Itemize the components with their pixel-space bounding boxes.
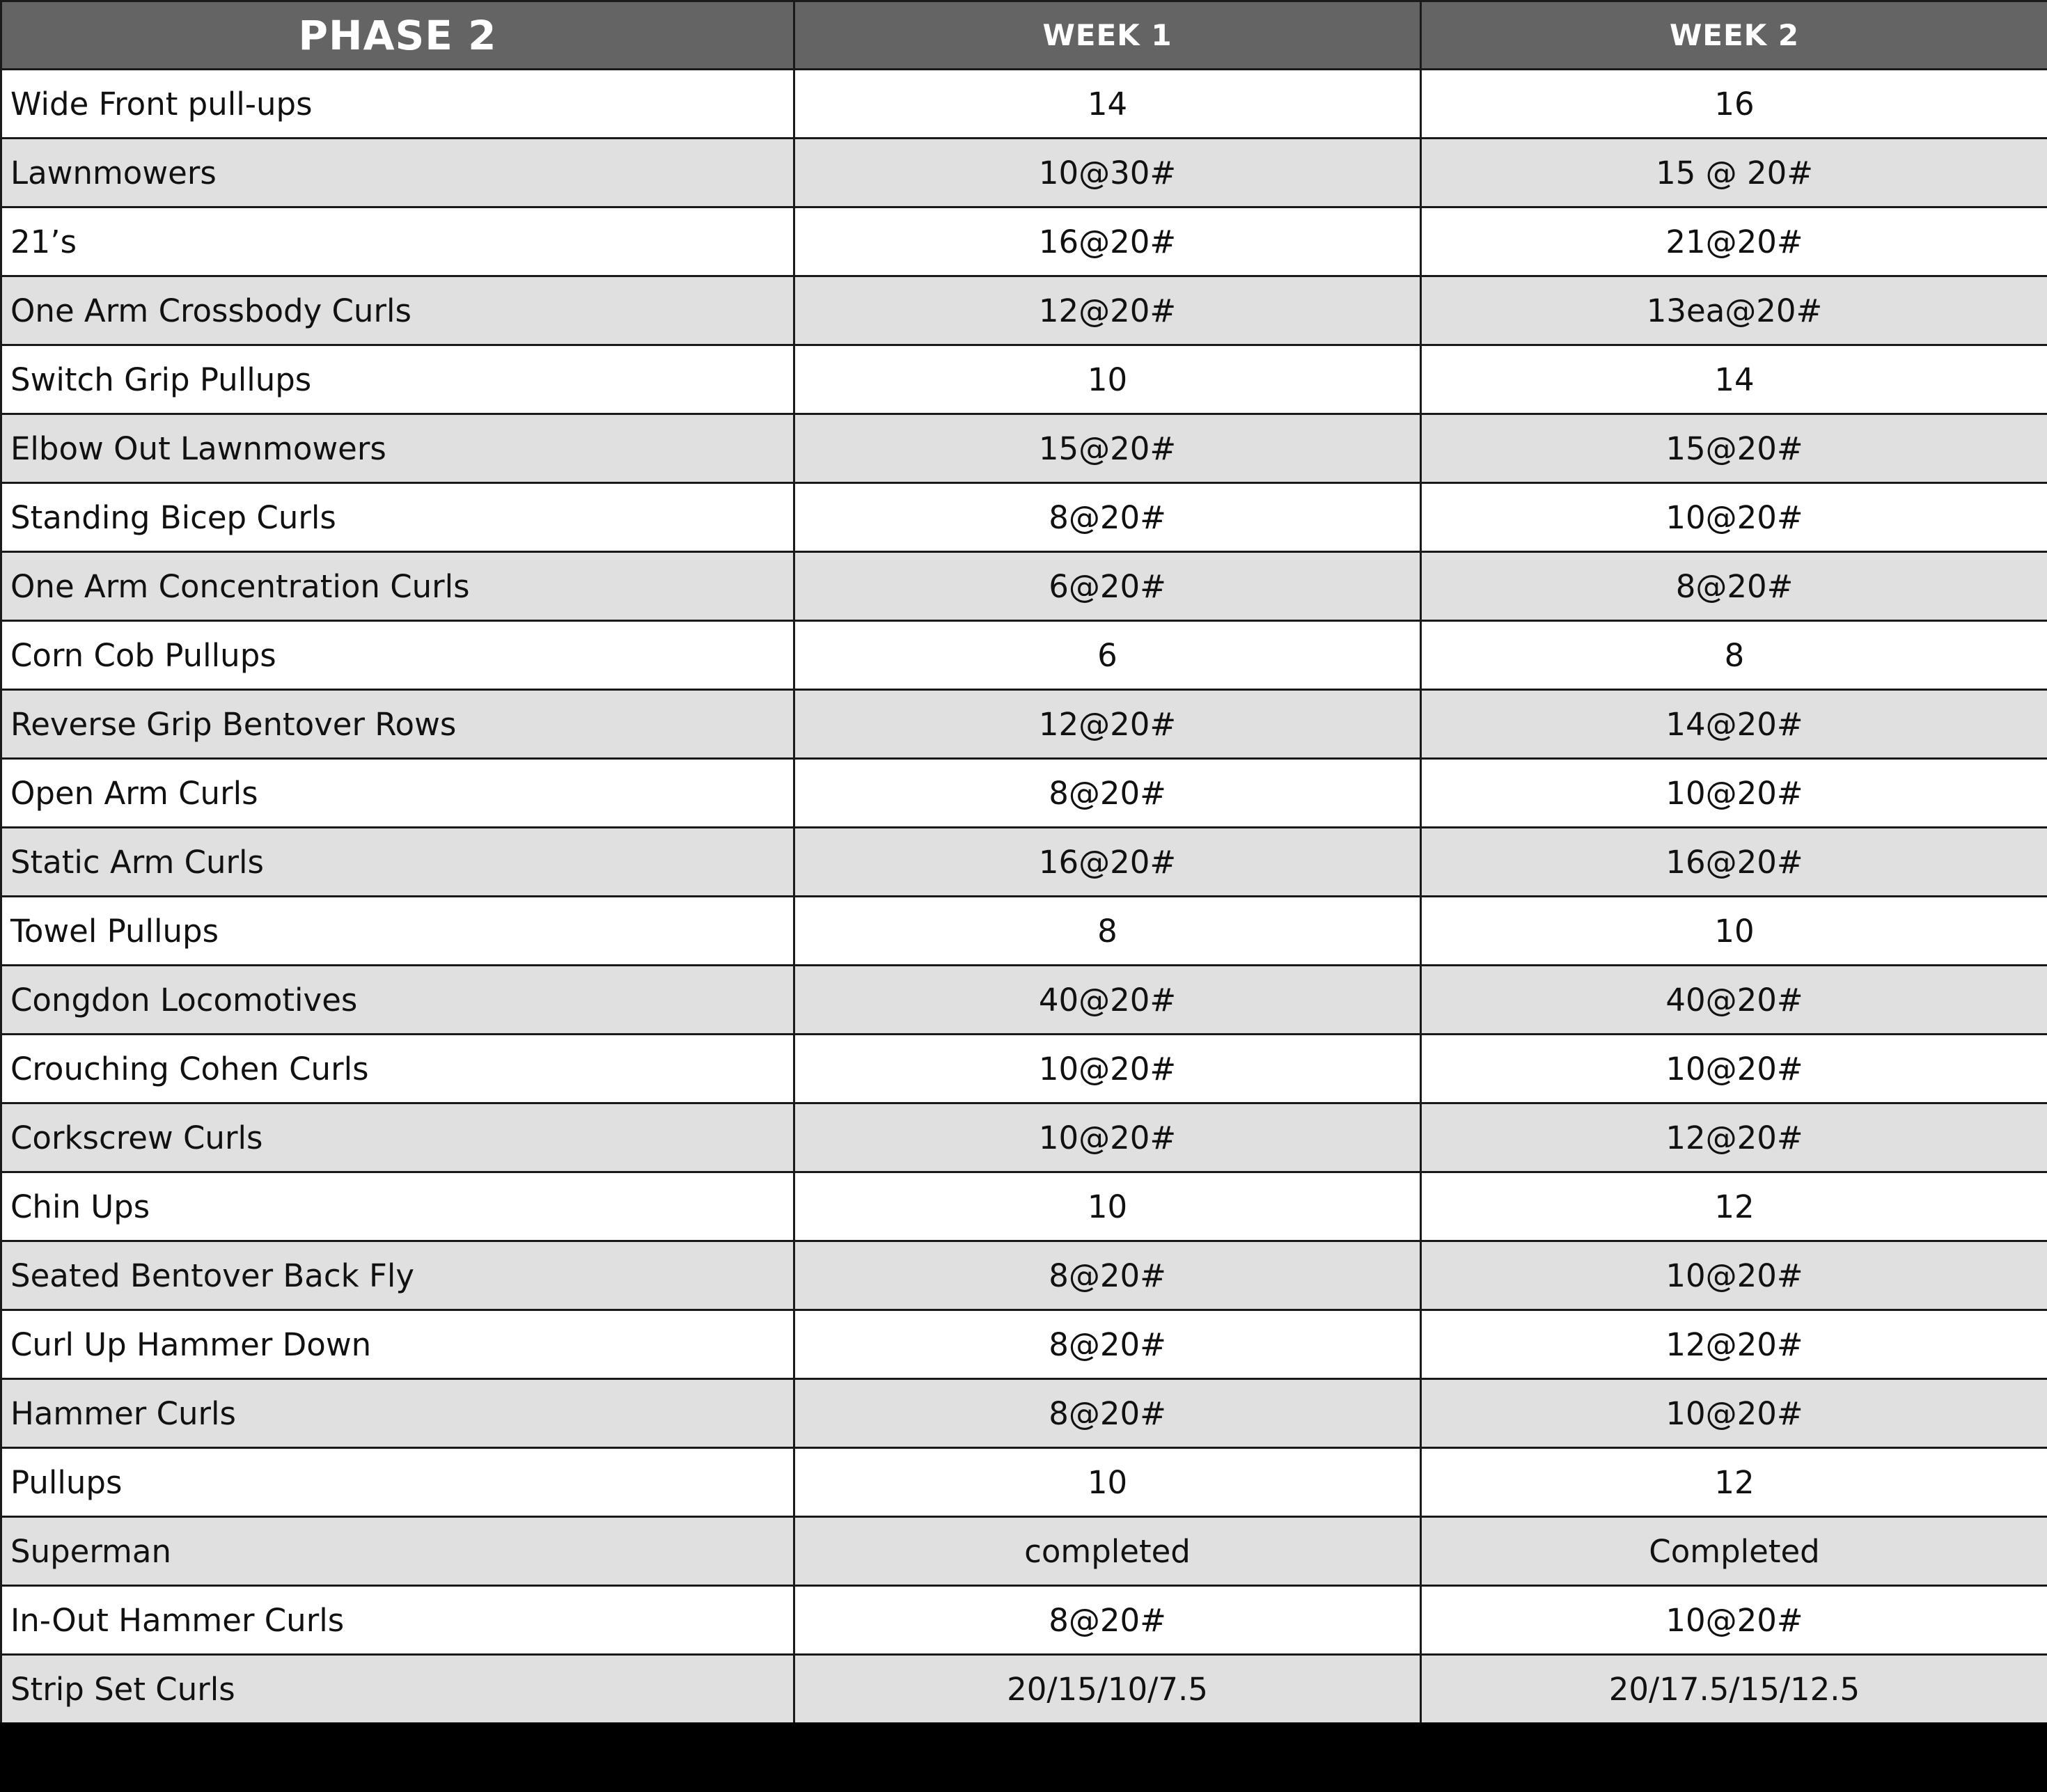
table-row [1, 276, 2047, 345]
week2-cell: Completed [1421, 1517, 2047, 1586]
exercise-cell: Pullups [1, 1448, 794, 1517]
exercise-cell: Hammer Curls [1, 1379, 794, 1448]
table-row [1, 759, 2047, 828]
phase-header: PHASE 2 [1, 1, 794, 70]
week2-cell: 10@20# [1421, 1586, 2047, 1655]
table-row [1, 1586, 2047, 1655]
week1-cell: 10@20# [794, 1035, 1421, 1103]
week1-cell: 20/15/10/7.5 [794, 1655, 1421, 1724]
week1-cell: 16@20# [794, 828, 1421, 897]
week2-cell: 21@20# [1421, 207, 2047, 276]
table-row [1, 1035, 2047, 1103]
table-row [1, 1172, 2047, 1241]
week2-cell: 14 [1421, 345, 2047, 414]
table-row [1, 1241, 2047, 1310]
exercise-cell: Open Arm Curls [1, 759, 794, 828]
week2-cell: 40@20# [1421, 966, 2047, 1035]
table-row [1, 70, 2047, 139]
week2-cell: 10@20# [1421, 1035, 2047, 1103]
week1-cell: 10@20# [794, 1103, 1421, 1172]
week1-header: WEEK 1 [794, 1, 1421, 70]
week2-cell: 10@20# [1421, 1241, 2047, 1310]
exercise-cell: Switch Grip Pullups [1, 345, 794, 414]
week1-cell: 10 [794, 1448, 1421, 1517]
table-row [1, 414, 2047, 483]
exercise-cell: One Arm Crossbody Curls [1, 276, 794, 345]
table-row [1, 621, 2047, 690]
table-row [1, 966, 2047, 1035]
week1-cell: 8@20# [794, 1586, 1421, 1655]
table-row [1, 897, 2047, 966]
week1-cell: 14 [794, 70, 1421, 139]
week1-cell: 8 [794, 897, 1421, 966]
exercise-cell: Standing Bicep Curls [1, 483, 794, 552]
week2-cell: 15@20# [1421, 414, 2047, 483]
table-row [1, 1655, 2047, 1724]
table-row [1, 828, 2047, 897]
exercise-cell: Congdon Locomotives [1, 966, 794, 1035]
exercise-cell: Strip Set Curls [1, 1655, 794, 1724]
week2-cell: 12 [1421, 1172, 2047, 1241]
week1-cell: 10 [794, 1172, 1421, 1241]
exercise-cell: Wide Front pull-ups [1, 70, 794, 139]
exercise-cell: Towel Pullups [1, 897, 794, 966]
week2-cell: 10@20# [1421, 483, 2047, 552]
table-row [1, 690, 2047, 759]
exercise-cell: Elbow Out Lawnmowers [1, 414, 794, 483]
week2-cell: 14@20# [1421, 690, 2047, 759]
week2-cell: 10@20# [1421, 1379, 2047, 1448]
week2-cell: 16 [1421, 70, 2047, 139]
week1-cell: 10 [794, 345, 1421, 414]
exercise-cell: One Arm Concentration Curls [1, 552, 794, 621]
week1-cell: 8@20# [794, 1379, 1421, 1448]
week2-header: WEEK 2 [1421, 1, 2047, 70]
week2-cell: 8 [1421, 621, 2047, 690]
week1-cell: 12@20# [794, 690, 1421, 759]
table-body [1, 70, 2047, 1724]
week2-cell: 20/17.5/15/12.5 [1421, 1655, 2047, 1724]
week1-cell: 15@20# [794, 414, 1421, 483]
exercise-cell: Seated Bentover Back Fly [1, 1241, 794, 1310]
week1-cell: 40@20# [794, 966, 1421, 1035]
week1-cell: 16@20# [794, 207, 1421, 276]
exercise-cell: Reverse Grip Bentover Rows [1, 690, 794, 759]
table-row [1, 1448, 2047, 1517]
week2-cell: 12@20# [1421, 1103, 2047, 1172]
exercise-cell: In-Out Hammer Curls [1, 1586, 794, 1655]
table-row [1, 345, 2047, 414]
week2-cell: 8@20# [1421, 552, 2047, 621]
week1-cell: 6@20# [794, 552, 1421, 621]
week1-cell: 10@30# [794, 139, 1421, 207]
table-row [1, 139, 2047, 207]
exercise-cell: Corn Cob Pullups [1, 621, 794, 690]
exercise-cell: Curl Up Hammer Down [1, 1310, 794, 1379]
week1-cell: 8@20# [794, 1310, 1421, 1379]
table-row [1, 1310, 2047, 1379]
exercise-cell: Static Arm Curls [1, 828, 794, 897]
week1-cell: 8@20# [794, 1241, 1421, 1310]
header-row [1, 1, 2047, 70]
exercise-cell: Chin Ups [1, 1172, 794, 1241]
week2-cell: 10 [1421, 897, 2047, 966]
week1-cell: 8@20# [794, 759, 1421, 828]
week2-cell: 12 [1421, 1448, 2047, 1517]
table-row [1, 1103, 2047, 1172]
week2-cell: 10@20# [1421, 759, 2047, 828]
exercise-cell: Corkscrew Curls [1, 1103, 794, 1172]
exercise-cell: 21’s [1, 207, 794, 276]
table-row [1, 207, 2047, 276]
week2-cell: 16@20# [1421, 828, 2047, 897]
week1-cell: completed [794, 1517, 1421, 1586]
table-row [1, 1379, 2047, 1448]
table-row [1, 1517, 2047, 1586]
week1-cell: 6 [794, 621, 1421, 690]
week1-cell: 12@20# [794, 276, 1421, 345]
exercise-cell: Crouching Cohen Curls [1, 1035, 794, 1103]
week2-cell: 12@20# [1421, 1310, 2047, 1379]
week2-cell: 13ea@20# [1421, 276, 2047, 345]
exercise-cell: Superman [1, 1517, 794, 1586]
table-row [1, 483, 2047, 552]
exercise-cell: Lawnmowers [1, 139, 794, 207]
week2-cell: 15 @ 20# [1421, 139, 2047, 207]
bottom-band [0, 1722, 2047, 1792]
table-row [1, 552, 2047, 621]
week1-cell: 8@20# [794, 483, 1421, 552]
